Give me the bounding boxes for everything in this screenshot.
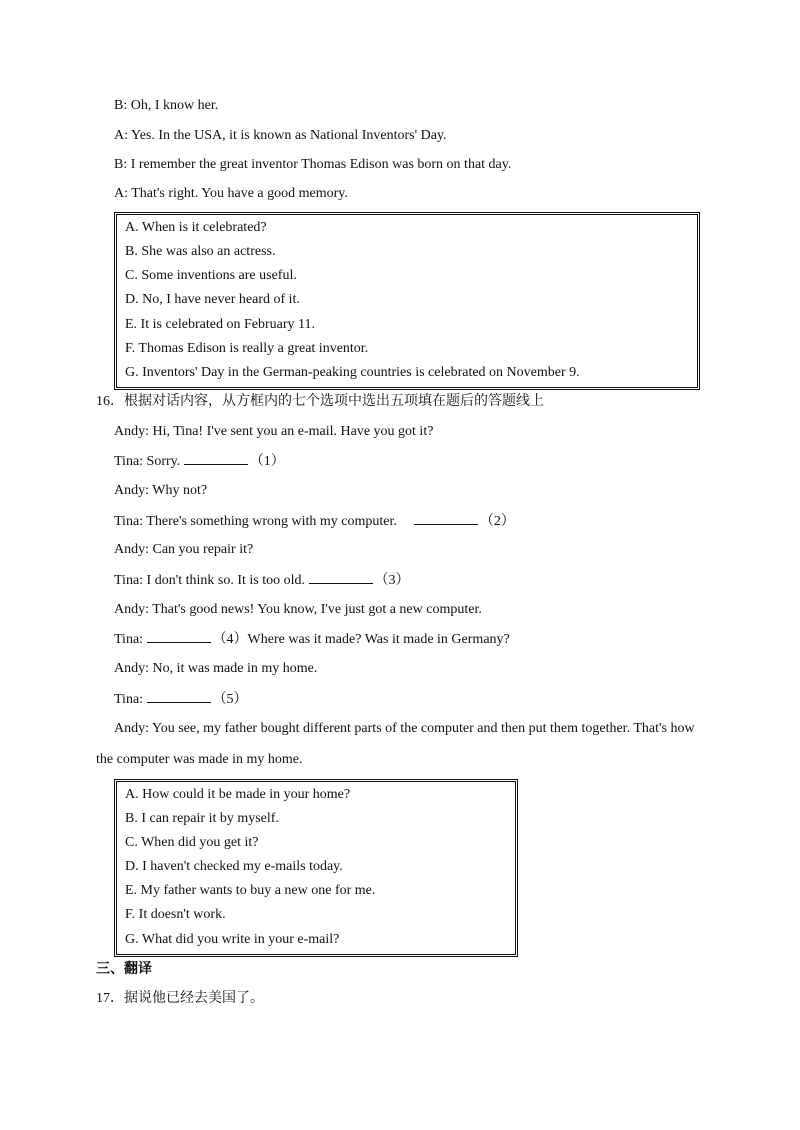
q16-line-2 (114, 452, 285, 471)
q16-line-1: Andy: Hi, Tina! I've sent you an e-mail. Have you got it? (114, 424, 434, 439)
q16-line-3: Andy: Why not? (114, 483, 208, 498)
option-f: F. Thomas Edison is really a great inventor. (125, 341, 369, 356)
q16-line-7: Andy: That's good news! You know, I've just got a new computer. (114, 602, 482, 617)
q16-line-12: the computer was made in my home. (96, 752, 303, 767)
option-e: E. My father wants to buy a new one for me. (125, 883, 376, 898)
options-box-2 (114, 779, 518, 957)
q16-line-5: Andy: Can you repair it? (114, 542, 254, 557)
option-d: D. No, I have never heard of it. (125, 292, 300, 307)
option-c: C. When did you get it? (125, 835, 259, 850)
q16-line-10-speaker: Tina: (114, 692, 144, 707)
answer-blank-2[interactable] (414, 512, 478, 525)
q16-line-10 (114, 690, 248, 709)
q16-line-9: Andy: No, it was made in my home. (114, 661, 318, 676)
question-16-title: 16．根据对话内容，从方框内的七个选项中选出五项填在题后的答题线上 (96, 394, 544, 409)
answer-blank-4[interactable] (147, 630, 211, 643)
option-g: G. Inventors' Day in the German-peaking countries is celebrated on November 9. (125, 365, 580, 380)
dialog1-line-2: A: Yes. In the USA, it is known as National Inventors' Day. (114, 128, 447, 143)
answer-blank-3[interactable] (309, 571, 373, 584)
q16-line-11: Andy: You see, my father bought different parts of the computer and then put them together. That's how (114, 721, 695, 736)
section-3-title: 三、翻译 (96, 962, 152, 977)
dialog1-line-3: B: I remember the great inventor Thomas Edison was born on that day. (114, 157, 512, 172)
option-f: F. It doesn't work. (125, 907, 226, 922)
question-17: 17．据说他已经去美国了。 (96, 991, 264, 1006)
option-d: D. I haven't checked my e-mails today. (125, 859, 343, 874)
dialog1-line-1: B: Oh, I know her. (114, 98, 219, 113)
answer-blank-1[interactable] (184, 452, 248, 465)
options-box-1 (114, 212, 700, 390)
q16-line-8-speaker: Tina: (114, 632, 144, 647)
option-b: B. She was also an actress. (125, 244, 276, 259)
q16-line-2-text: Tina: Sorry. (114, 454, 181, 469)
option-e: E. It is celebrated on February 11. (125, 317, 315, 332)
q16-line-4-text: Tina: There's something wrong with my computer. (114, 514, 397, 529)
q16-line-6-text: Tina: I don't think so. It is too old. (114, 573, 306, 588)
option-a: A. How could it be made in your home? (125, 787, 351, 802)
q16-line-4 (114, 512, 515, 531)
option-c: C. Some inventions are useful. (125, 268, 297, 283)
q16-line-8-text: （4）Where was it made? Was it made in Germany? (212, 632, 510, 647)
blank-number-2: （2） (479, 514, 515, 529)
option-b: B. I can repair it by myself. (125, 811, 279, 826)
blank-number-1: （1） (249, 454, 285, 469)
blank-number-5: （5） (212, 692, 248, 707)
option-g: G. What did you write in your e-mail? (125, 932, 340, 947)
q16-line-8 (114, 630, 510, 649)
answer-blank-5[interactable] (147, 690, 211, 703)
blank-number-3: （3） (374, 573, 410, 588)
q16-line-6 (114, 571, 410, 590)
option-a: A. When is it celebrated? (125, 220, 267, 235)
dialog1-line-4: A: That's right. You have a good memory. (114, 186, 348, 201)
